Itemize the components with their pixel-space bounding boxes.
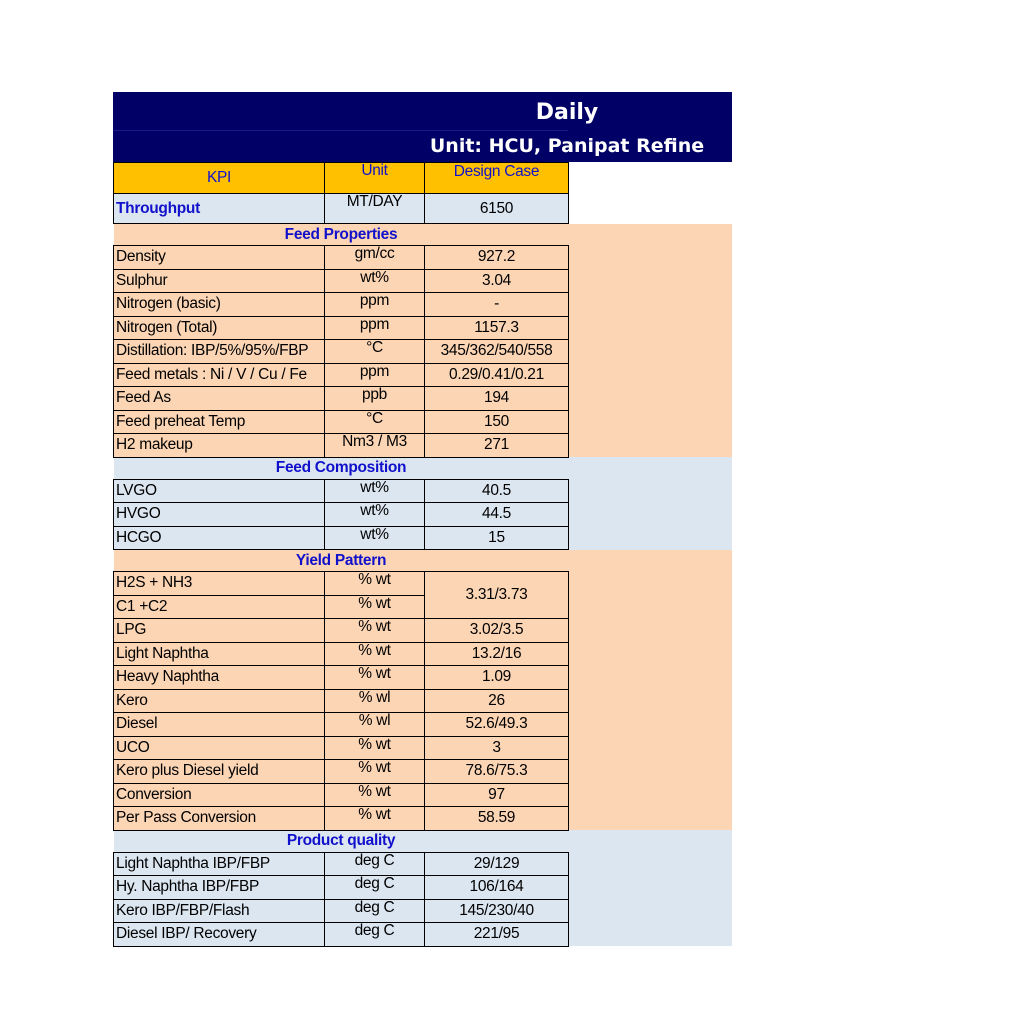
- unit-cell[interactable]: gm/cc: [325, 246, 425, 270]
- unit-cell[interactable]: % wt: [325, 642, 425, 666]
- table-row: [114, 619, 569, 643]
- table-row: [114, 923, 569, 947]
- throughput-unit[interactable]: MT/DAY: [325, 194, 425, 224]
- unit-cell[interactable]: deg C: [325, 852, 425, 876]
- unit-cell[interactable]: ppb: [325, 387, 425, 411]
- unit-cell[interactable]: % wt: [325, 783, 425, 807]
- design-cell[interactable]: -: [425, 293, 569, 317]
- kpi-cell[interactable]: Per Pass Conversion: [114, 807, 325, 831]
- design-cell[interactable]: 150: [425, 410, 569, 434]
- unit-cell[interactable]: wt%: [325, 269, 425, 293]
- throughput-design[interactable]: 6150: [425, 194, 569, 224]
- design-cell[interactable]: 78.6/75.3: [425, 760, 569, 784]
- section-header-row: [114, 550, 569, 572]
- unit-cell[interactable]: ppm: [325, 316, 425, 340]
- section-title[interactable]: Yield Pattern: [114, 550, 569, 572]
- section-header-row: [114, 830, 569, 852]
- table-row: [114, 410, 569, 434]
- design-cell[interactable]: 52.6/49.3: [425, 713, 569, 737]
- kpi-cell[interactable]: Diesel: [114, 713, 325, 737]
- table-row: [114, 526, 569, 550]
- kpi-cell[interactable]: HCGO: [114, 526, 325, 550]
- unit-cell[interactable]: % wt: [325, 760, 425, 784]
- section-title[interactable]: Feed Properties: [114, 224, 569, 246]
- design-cell[interactable]: 145/230/40: [425, 899, 569, 923]
- section-header-row: [114, 457, 569, 479]
- kpi-cell[interactable]: Hy. Naphtha IBP/FBP: [114, 876, 325, 900]
- table-row: [114, 363, 569, 387]
- kpi-cell[interactable]: Kero plus Diesel yield: [114, 760, 325, 784]
- table-row: [114, 340, 569, 364]
- table-row: [114, 316, 569, 340]
- kpi-cell[interactable]: Heavy Naphtha: [114, 666, 325, 690]
- table-row: [114, 783, 569, 807]
- design-cell[interactable]: 97: [425, 783, 569, 807]
- section-band: [568, 830, 732, 946]
- design-cell[interactable]: 1157.3: [425, 316, 569, 340]
- table-row: [114, 736, 569, 760]
- table-row: [114, 572, 569, 596]
- unit-cell[interactable]: wt%: [325, 503, 425, 527]
- section-title[interactable]: Feed Composition: [114, 457, 569, 479]
- unit-cell[interactable]: wt%: [325, 526, 425, 550]
- design-cell[interactable]: 13.2/16: [425, 642, 569, 666]
- design-cell[interactable]: 271: [425, 434, 569, 458]
- unit-cell[interactable]: °C: [325, 410, 425, 434]
- section-band: [568, 550, 732, 831]
- table-row: [114, 713, 569, 737]
- kpi-cell[interactable]: Kero IBP/FBP/Flash: [114, 899, 325, 923]
- design-cell[interactable]: 44.5: [425, 503, 569, 527]
- kpi-cell[interactable]: Light Naphtha IBP/FBP: [114, 852, 325, 876]
- table-row: [114, 503, 569, 527]
- kpi-cell[interactable]: Diesel IBP/ Recovery: [114, 923, 325, 947]
- table-row: [114, 666, 569, 690]
- design-cell[interactable]: 26: [425, 689, 569, 713]
- section-band: [568, 224, 732, 458]
- kpi-cell[interactable]: H2 makeup: [114, 434, 325, 458]
- title-clip: [113, 92, 599, 130]
- kpi-cell[interactable]: LVGO: [114, 479, 325, 503]
- kpi-cell[interactable]: Light Naphtha: [114, 642, 325, 666]
- kpi-cell[interactable]: Feed metals : Ni / V / Cu / Fe: [114, 363, 325, 387]
- table-row: [114, 899, 569, 923]
- design-cell[interactable]: 221/95: [425, 923, 569, 947]
- kpi-cell[interactable]: Distillation: IBP/5%/95%/FBP: [114, 340, 325, 364]
- table-row: [114, 642, 569, 666]
- sheet-subtitle: Unit: HCU, Panipat Refine: [429, 135, 705, 157]
- unit-cell[interactable]: deg C: [325, 923, 425, 947]
- kpi-cell[interactable]: Feed As: [114, 387, 325, 411]
- column-header-design-case[interactable]: Design Case: [425, 163, 569, 194]
- table-row: [114, 852, 569, 876]
- unit-cell[interactable]: % wt: [325, 666, 425, 690]
- unit-cell[interactable]: % wt: [325, 807, 425, 831]
- design-cell[interactable]: 106/164: [425, 876, 569, 900]
- unit-cell[interactable]: % wt: [325, 619, 425, 643]
- design-cell[interactable]: 3.04: [425, 269, 569, 293]
- design-cell[interactable]: 29/129: [425, 852, 569, 876]
- column-header-unit[interactable]: Unit: [325, 163, 425, 194]
- unit-cell[interactable]: % wl: [325, 713, 425, 737]
- design-cell[interactable]: 15: [425, 526, 569, 550]
- design-cell[interactable]: 194: [425, 387, 569, 411]
- design-cell[interactable]: 3.02/3.5: [425, 619, 569, 643]
- throughput-kpi[interactable]: Throughput: [114, 194, 325, 224]
- unit-cell[interactable]: % wt: [325, 736, 425, 760]
- kpi-cell[interactable]: C1 +C2: [114, 595, 325, 619]
- kpi-cell[interactable]: Nitrogen (basic): [114, 293, 325, 317]
- unit-cell[interactable]: ppm: [325, 293, 425, 317]
- kpi-cell[interactable]: LPG: [114, 619, 325, 643]
- table-row: [114, 807, 569, 831]
- sheet-title: Daily: [535, 100, 599, 125]
- kpi-cell[interactable]: Sulphur: [114, 269, 325, 293]
- kpi-cell[interactable]: H2S + NH3: [114, 572, 325, 596]
- design-cell[interactable]: 3: [425, 736, 569, 760]
- table-row: [114, 689, 569, 713]
- design-cell[interactable]: 927.2: [425, 246, 569, 270]
- unit-cell[interactable]: °C: [325, 340, 425, 364]
- design-cell[interactable]: 3.31/3.73: [425, 572, 569, 619]
- table-row: [114, 876, 569, 900]
- section-title[interactable]: Product quality: [114, 830, 569, 852]
- unit-cell[interactable]: % wl: [325, 689, 425, 713]
- column-header-kpi[interactable]: KPI: [114, 163, 325, 194]
- unit-cell[interactable]: wt%: [325, 479, 425, 503]
- throughput-row: [114, 194, 569, 224]
- table-row: [114, 246, 569, 270]
- column-header-row: [114, 163, 569, 194]
- section-header-row: [114, 224, 569, 246]
- unit-cell[interactable]: % wt: [325, 572, 425, 596]
- section-band: [568, 457, 732, 550]
- design-cell[interactable]: 1.09: [425, 666, 569, 690]
- design-cell[interactable]: 40.5: [425, 479, 569, 503]
- kpi-cell[interactable]: UCO: [114, 736, 325, 760]
- kpi-table: [113, 162, 569, 947]
- unit-cell[interactable]: % wt: [325, 595, 425, 619]
- table-row: [114, 434, 569, 458]
- unit-cell[interactable]: deg C: [325, 876, 425, 900]
- unit-cell[interactable]: Nm3 / M3: [325, 434, 425, 458]
- table-row: [114, 760, 569, 784]
- table-row: [114, 479, 569, 503]
- unit-cell[interactable]: ppm: [325, 363, 425, 387]
- table-row: [114, 293, 569, 317]
- design-cell[interactable]: 58.59: [425, 807, 569, 831]
- kpi-cell[interactable]: HVGO: [114, 503, 325, 527]
- subtitle-clip: [113, 130, 705, 162]
- table-row: [114, 269, 569, 293]
- kpi-cell[interactable]: Density: [114, 246, 325, 270]
- kpi-cell[interactable]: Nitrogen (Total): [114, 316, 325, 340]
- table-row: [114, 387, 569, 411]
- design-cell[interactable]: 345/362/540/558: [425, 340, 569, 364]
- design-cell[interactable]: 0.29/0.41/0.21: [425, 363, 569, 387]
- unit-cell[interactable]: deg C: [325, 899, 425, 923]
- kpi-cell[interactable]: Feed preheat Temp: [114, 410, 325, 434]
- kpi-cell[interactable]: Kero: [114, 689, 325, 713]
- kpi-cell[interactable]: Conversion: [114, 783, 325, 807]
